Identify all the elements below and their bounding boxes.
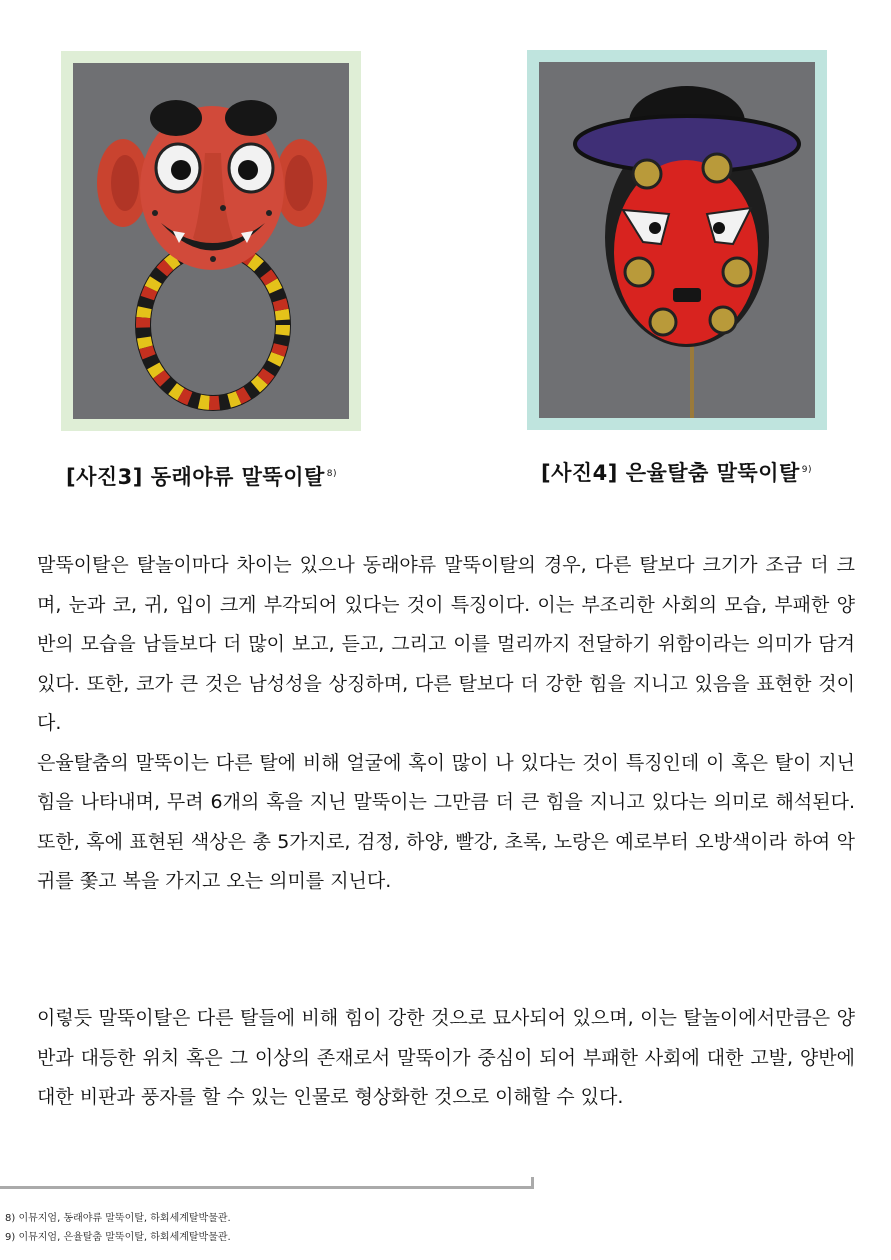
footnote-ref-8: 8)	[326, 469, 338, 479]
body-text-block-2	[37, 999, 855, 1118]
dongnae-malttugi-mask-image	[73, 63, 349, 419]
paragraph-2: 은율탈춤의 말뚝이는 다른 탈에 비해 얼굴에 혹이 많이 나 있다는 것이 특징인데 이 혹은 탈이 지닌 힘을 나타내며, 무려 6개의 혹을 지닌 말뚝이는 그만큼 더 큰 힘을 지니고 있다는 의미로 해석된다. 또한, 혹에 표현된 색상은 총 5가지로, 검정, 하양, 빨강, 초록, 노랑은 예로부터 오방색이라 하여 악귀를 쫓고 복을 가지고 오는 의미를 지닌다.	[37, 751, 855, 892]
paragraph-3: 이렇듯 말뚝이탈은 다른 탈들에 비해 힘이 강한 것으로 묘사되어 있으며, 이는 탈놀이에서만큼은 양반과 대등한 위치 혹은 그 이상의 존재로서 말뚝이가 중심이 되어 부패한 사회에 대한 고발, 양반에 대한 비판과 풍자를 할 수 있는 인물로 형상화한 것으로 이해할 수 있다.	[37, 1007, 855, 1108]
figure-3-caption	[66, 461, 337, 491]
footnote-divider	[0, 1186, 534, 1189]
paragraph-1: 말뚝이탈은 탈놀이마다 차이는 있으나 동래야류 말뚝이탈의 경우, 다른 탈보다 크기가 조금 더 크며, 눈과 코, 귀, 입이 크게 부각되어 있다는 것이 특징이다. 이는 부조리한 사회의 모습, 부패한 양반의 모습을 남들보다 더 많이 보고, 듣고, 그리고 이를 멀리까지 전달하기 위함이라는 의미가 담겨있다. 또한, 코가 큰 것은 남성성을 상징하며, 다른 탈보다 더 강한 힘을 지니고 있음을 표현한 것이다.	[37, 554, 855, 734]
footnote-8: 8) 이뮤지엄, 동래야류 말뚝이탈, 하회세계탈박물관.	[5, 1213, 231, 1224]
footnote-ref-9: 9)	[801, 465, 813, 475]
eunyul-malttugi-mask-image	[539, 62, 815, 418]
photo-4-frame	[527, 50, 827, 430]
figure-3-caption-text: [사진3] 동래야류 말뚝이탈	[66, 465, 325, 489]
body-text-block-1	[37, 546, 855, 902]
footnote-9: 9) 이뮤지엄, 은율탈춤 말뚝이탈, 하회세계탈박물관.	[5, 1232, 231, 1243]
figure-4-caption-text: [사진4] 은율탈춤 말뚝이탈	[541, 461, 800, 485]
photo-3-frame	[61, 51, 361, 431]
figure-4-caption	[541, 457, 812, 487]
